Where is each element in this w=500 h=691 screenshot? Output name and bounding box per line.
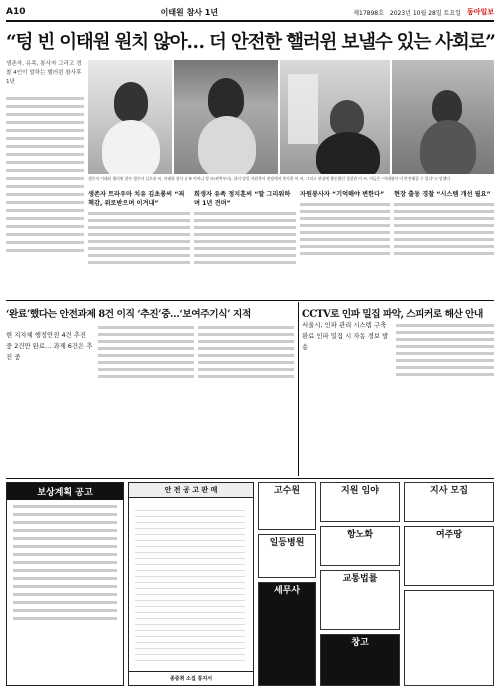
ad-cell: 세무사 bbox=[258, 582, 316, 686]
page-number: A10 bbox=[6, 7, 26, 17]
photo-volunteer bbox=[280, 60, 390, 174]
directory-ad bbox=[128, 482, 254, 686]
article3-body bbox=[396, 320, 494, 470]
ad-cell: 지원 임야 bbox=[320, 482, 400, 522]
subcolumn-family bbox=[194, 190, 296, 290]
article2-body-a bbox=[98, 322, 194, 472]
subcolumn-title: 희생자 유족 정지훈씨 “딸 그리워하며 1년 견뎌” bbox=[194, 191, 291, 207]
ad-cell: 여주땅 bbox=[404, 526, 494, 586]
ad-cell: 지사 모집 bbox=[404, 482, 494, 522]
directory-title: 안 전 공 고 판 매 bbox=[129, 483, 253, 498]
ad-cell: 항노화 bbox=[320, 526, 400, 566]
subcolumn-title: 현장 출동 경찰 “시스템 개선 필요” bbox=[394, 191, 491, 198]
notice-ad bbox=[6, 482, 124, 686]
subcolumn-title: 자원봉사자 “기억해야 변한다” bbox=[300, 191, 385, 198]
lead-column bbox=[6, 60, 84, 257]
main-headline: “텅 빈 이태원 원치 않아… 더 안전한 핼러윈 보낼수 있는 사회로” bbox=[6, 32, 495, 53]
lead-body bbox=[6, 97, 84, 252]
ad-cell: 교통법률 bbox=[320, 570, 400, 630]
brand-name: 동아일보 bbox=[466, 8, 494, 16]
ad-cell: 고수원 bbox=[258, 482, 316, 530]
issue-date: 2023년 10월 28일 토요일 bbox=[389, 9, 461, 17]
ads-divider bbox=[6, 478, 494, 479]
section-divider bbox=[6, 300, 494, 301]
article3-lead: 서울시, 인파 관리 시스템 구축 완료 인파 밀집 시 자동 경보 발송 bbox=[302, 321, 389, 351]
page-header bbox=[6, 4, 494, 22]
photo-survivor bbox=[88, 60, 172, 174]
lead-subtitle: 생존자, 유족, 봉사자 그리고 경찰 4인이 말하는 핼러윈 참사후 1년 bbox=[6, 61, 82, 85]
column-divider bbox=[298, 302, 299, 476]
header-meta bbox=[353, 7, 494, 17]
ad-cell: 일등병원 bbox=[258, 534, 316, 578]
ad-cell bbox=[404, 590, 494, 686]
article3-title: CCTV로 인파 밀집 파악, 스피커로 해산 안내 bbox=[302, 309, 483, 320]
photo-police bbox=[392, 60, 494, 174]
article2-title: ‘완료’했다는 안전과제 8건 이직 ‘추진’중…‘보여주기식’ 지적 bbox=[6, 309, 251, 320]
subcolumn-police bbox=[394, 190, 494, 290]
ad-cell: 창고 bbox=[320, 634, 400, 686]
notice-title: 보상계획 공고 bbox=[7, 483, 123, 500]
article2-body-b bbox=[198, 322, 294, 472]
directory-bottom: 종중취 소집 통지서 bbox=[129, 671, 253, 685]
photo-family bbox=[174, 60, 278, 174]
issue-number: 제17898호 bbox=[353, 9, 384, 17]
subcolumn-title: 생존자 트라우마 치유 김초롱씨 “죄책감, 위로받으며 이겨내” bbox=[88, 191, 185, 207]
photo-caption: 생존자 이태원 핼러윈 참사 생존자 김초롱 씨, 이태원 참사 유족 어머니 정 씨(왼쪽부터), 참사 당일 자원봉사 현장에서 봉사한 이 씨, 그리고 현장에 출동했던 경찰관 이 씨. 이들은 “이태원이 더 안전해질 수 있다”고 말했다. bbox=[88, 176, 452, 181]
subcolumn-volunteer bbox=[300, 190, 390, 290]
section-title: 이태원 참사 1년 bbox=[160, 7, 219, 17]
subcolumn-survivor bbox=[88, 190, 190, 290]
article2-lead: 현 지자체 행정안전 4건 추진 중 2건만 완료… 과제 6건은 추진 중 bbox=[6, 331, 93, 361]
